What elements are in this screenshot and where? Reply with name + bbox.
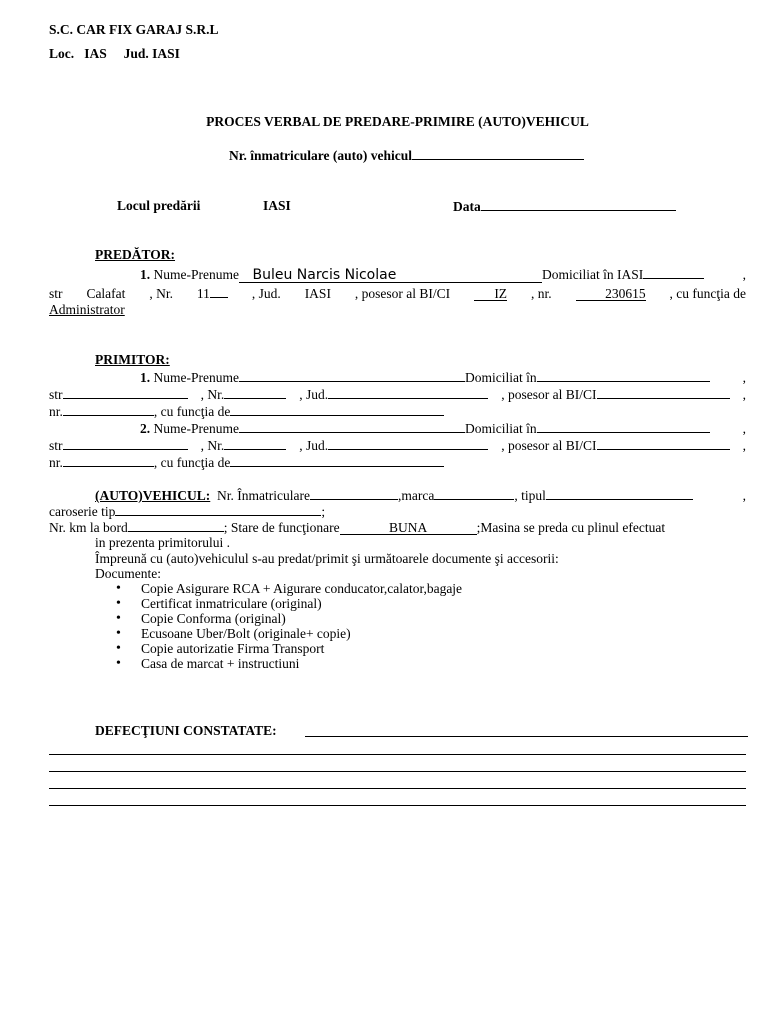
primitor-1-nr-field[interactable] bbox=[224, 386, 286, 399]
predator-line-2 bbox=[49, 285, 746, 302]
vehicul-marca-field[interactable] bbox=[434, 487, 514, 500]
locul-predarii-value: IASI bbox=[263, 198, 291, 213]
predator-nume-field[interactable] bbox=[239, 268, 542, 283]
vehicul-plin-cont: in prezenta primitorului . bbox=[95, 535, 230, 550]
primitor-2-line-3 bbox=[49, 454, 444, 471]
defectiuni-field-line-3[interactable] bbox=[49, 771, 746, 772]
vehicul-nr-field[interactable] bbox=[310, 487, 398, 500]
vehicul-line-2 bbox=[49, 503, 325, 520]
primitor-1-nr2-label: nr. bbox=[49, 404, 63, 419]
predator-num: 1. bbox=[140, 267, 151, 282]
vehicul-stare-label: ; Stare de funcţionare bbox=[223, 520, 340, 535]
predator-bi-value: IZ bbox=[494, 286, 508, 301]
predator-nr2-value: 230615 bbox=[605, 286, 646, 301]
list-item: • Certificat inmatriculare (original) bbox=[116, 596, 462, 611]
predator-heading: PREDĂTOR: bbox=[95, 247, 176, 262]
vehicul-km-label: Nr. km la bord bbox=[49, 520, 128, 535]
primitor-2-functia-field[interactable] bbox=[230, 454, 444, 467]
defectiuni-label: DEFECŢIUNI CONSTATATE: bbox=[95, 723, 277, 738]
primitor-1-posesor-label: , posesor al BI/CI bbox=[501, 387, 597, 402]
list-item: • Ecusoane Uber/Bolt (originale+ copie) bbox=[116, 626, 462, 641]
vehicul-line-1: (AUTO)VEHICUL: Nr. Înmatriculare ,marca , tipul , bbox=[95, 488, 746, 503]
primitor-1-functia-label: , cu funcţia de bbox=[153, 404, 231, 419]
primitor-2-nr2-label: nr. bbox=[49, 455, 63, 470]
predator-nr2-label: , nr. bbox=[531, 286, 552, 301]
list-item: • Copie Asigurare RCA + Aigurare conducator,calator,bagaje bbox=[116, 581, 462, 596]
nr-inmatriculare-line bbox=[229, 147, 584, 164]
primitor-2-bi-field[interactable] bbox=[597, 437, 730, 450]
primitor-1-functia-field[interactable] bbox=[230, 403, 444, 416]
vehicul-documente-label: Documente: bbox=[95, 566, 161, 581]
data-field[interactable] bbox=[481, 198, 676, 211]
defectiuni-field-line-2[interactable] bbox=[49, 754, 746, 755]
primitor-1-nume-label: Nume-Prenume bbox=[153, 370, 239, 385]
defectiuni-field-line-1[interactable] bbox=[305, 736, 748, 737]
primitor-1-bi-field[interactable] bbox=[597, 386, 730, 399]
predator-posesor-label: , posesor al BI/CI bbox=[354, 286, 451, 301]
vehicul-stare-field[interactable] bbox=[340, 521, 477, 535]
vehicul-stare-value: BUNA bbox=[388, 520, 428, 535]
primitor-2-functia-label: , cu funcţia de bbox=[153, 455, 231, 470]
nr-inmatriculare-label: Nr. înmatriculare (auto) vehicul bbox=[229, 148, 412, 163]
vehicul-caroserie-label: caroserie tip bbox=[49, 504, 116, 519]
primitor-heading: PRIMITOR: bbox=[95, 352, 170, 367]
vehicul-caroserie-field[interactable] bbox=[115, 503, 321, 516]
vehicul-tipul-label: , tipul bbox=[514, 488, 546, 503]
primitor-2-jud-label: , Jud. bbox=[299, 438, 329, 453]
primitor-1-str-field[interactable] bbox=[63, 386, 188, 399]
primitor-2-jud-field[interactable] bbox=[328, 437, 488, 450]
primitor-2-line-2: str , Nr. , Jud. , posesor al BI/CI , bbox=[49, 438, 746, 453]
defectiuni-field-line-4[interactable] bbox=[49, 788, 746, 789]
predator-domiciliat-field[interactable] bbox=[643, 266, 704, 279]
locul-predarii-label: Locul predării bbox=[117, 198, 201, 213]
vehicul-nr-label: Nr. Înmatriculare bbox=[217, 488, 310, 503]
vehicul-plin-text: ;Masina se preda cu plinul efectuat bbox=[476, 520, 666, 535]
primitor-1-domiciliat-label: Domiciliat în bbox=[464, 370, 537, 385]
predator-domiciliat-label: Domiciliat în IASI bbox=[541, 267, 644, 282]
primitor-1-line-1: 1. Nume-Prenume Domiciliat în , bbox=[140, 370, 746, 385]
primitor-2-str-field[interactable] bbox=[63, 437, 188, 450]
vehicul-marca-label: ,marca bbox=[397, 488, 435, 503]
documente-list bbox=[116, 581, 462, 671]
jud-label: Jud. IASI bbox=[123, 46, 180, 61]
primitor-1-str-label: str bbox=[49, 387, 63, 402]
document-title: PROCES VERBAL DE PREDARE-PRIMIRE (AUTO)VEHICUL bbox=[206, 114, 589, 129]
defectiuni-field-line-5[interactable] bbox=[49, 805, 746, 806]
primitor-1-jud-label: , Jud. bbox=[299, 387, 329, 402]
list-item: • Casa de marcat + instructiuni bbox=[116, 656, 462, 671]
vehicul-caroserie-end: ; bbox=[321, 504, 326, 519]
primitor-2-domiciliat-label: Domiciliat în bbox=[464, 421, 537, 436]
data-label: Data bbox=[453, 199, 481, 214]
predator-nr-value: 11 bbox=[196, 286, 210, 301]
vehicul-impreuna-text: Împreună cu (auto)vehiculul s-au predat/primit şi următoarele documente şi accesorii: bbox=[95, 551, 559, 566]
vehicul-line-3 bbox=[49, 519, 665, 536]
predator-nr-label: , Nr. bbox=[149, 286, 173, 301]
loc-label: Loc. bbox=[49, 46, 75, 61]
primitor-1-num: 1. bbox=[140, 370, 151, 385]
predator-functia-label: , cu funcţia de bbox=[669, 286, 746, 301]
data-line bbox=[453, 198, 676, 215]
primitor-1-line-2: str , Nr. , Jud. , posesor al BI/CI , bbox=[49, 387, 746, 402]
predator-line-1: 1. Nume-Prenume Buleu Narcis Nicolae Domiciliat în IASI , bbox=[140, 267, 746, 283]
primitor-2-str-label: str bbox=[49, 438, 63, 453]
primitor-1-nr2-field[interactable] bbox=[63, 403, 154, 416]
predator-jud-label: , Jud. bbox=[251, 286, 281, 301]
primitor-2-posesor-label: , posesor al BI/CI bbox=[501, 438, 597, 453]
list-item: • Copie Conforma (original) bbox=[116, 611, 462, 626]
primitor-2-nr2-field[interactable] bbox=[63, 454, 154, 467]
primitor-2-num: 2. bbox=[140, 421, 151, 436]
predator-nume-label: Nume-Prenume bbox=[153, 267, 239, 282]
predator-str-label: str bbox=[49, 286, 63, 301]
predator-str-value: Calafat bbox=[86, 286, 126, 301]
company-location bbox=[49, 46, 180, 62]
predator-functia-value[interactable]: Administrator bbox=[49, 302, 125, 317]
vehicul-km-field[interactable] bbox=[128, 519, 224, 532]
loc-value: IAS bbox=[84, 46, 107, 61]
predator-nume-value: Buleu Narcis Nicolae bbox=[252, 267, 397, 283]
vehicul-tipul-field[interactable] bbox=[546, 487, 693, 500]
primitor-2-nr-field[interactable] bbox=[224, 437, 286, 450]
vehicul-heading: (AUTO)VEHICUL: bbox=[95, 488, 211, 503]
primitor-1-line-3 bbox=[49, 403, 444, 420]
primitor-1-domiciliat-field[interactable] bbox=[537, 369, 710, 382]
list-item: • Copie autorizatie Firma Transport bbox=[116, 641, 462, 656]
primitor-1-nr-label: , Nr. bbox=[200, 387, 225, 402]
company-name: S.C. CAR FIX GARAJ S.R.L bbox=[49, 22, 219, 37]
primitor-2-nume-label: Nume-Prenume bbox=[153, 421, 239, 436]
predator-bi-field[interactable] bbox=[474, 287, 507, 301]
primitor-2-line-1: 2. Nume-Prenume Domiciliat în , bbox=[140, 421, 746, 436]
primitor-1-nume-field[interactable] bbox=[239, 369, 465, 382]
primitor-1-jud-field[interactable] bbox=[328, 386, 488, 399]
primitor-2-domiciliat-field[interactable] bbox=[537, 420, 710, 433]
nr-inmatriculare-field[interactable] bbox=[412, 147, 584, 160]
primitor-2-nume-field[interactable] bbox=[239, 420, 465, 433]
predator-nr2-field[interactable] bbox=[576, 287, 646, 301]
predator-nr-field[interactable] bbox=[210, 285, 228, 298]
predator-jud-value: IASI bbox=[304, 286, 331, 301]
primitor-2-nr-label: , Nr. bbox=[200, 438, 225, 453]
